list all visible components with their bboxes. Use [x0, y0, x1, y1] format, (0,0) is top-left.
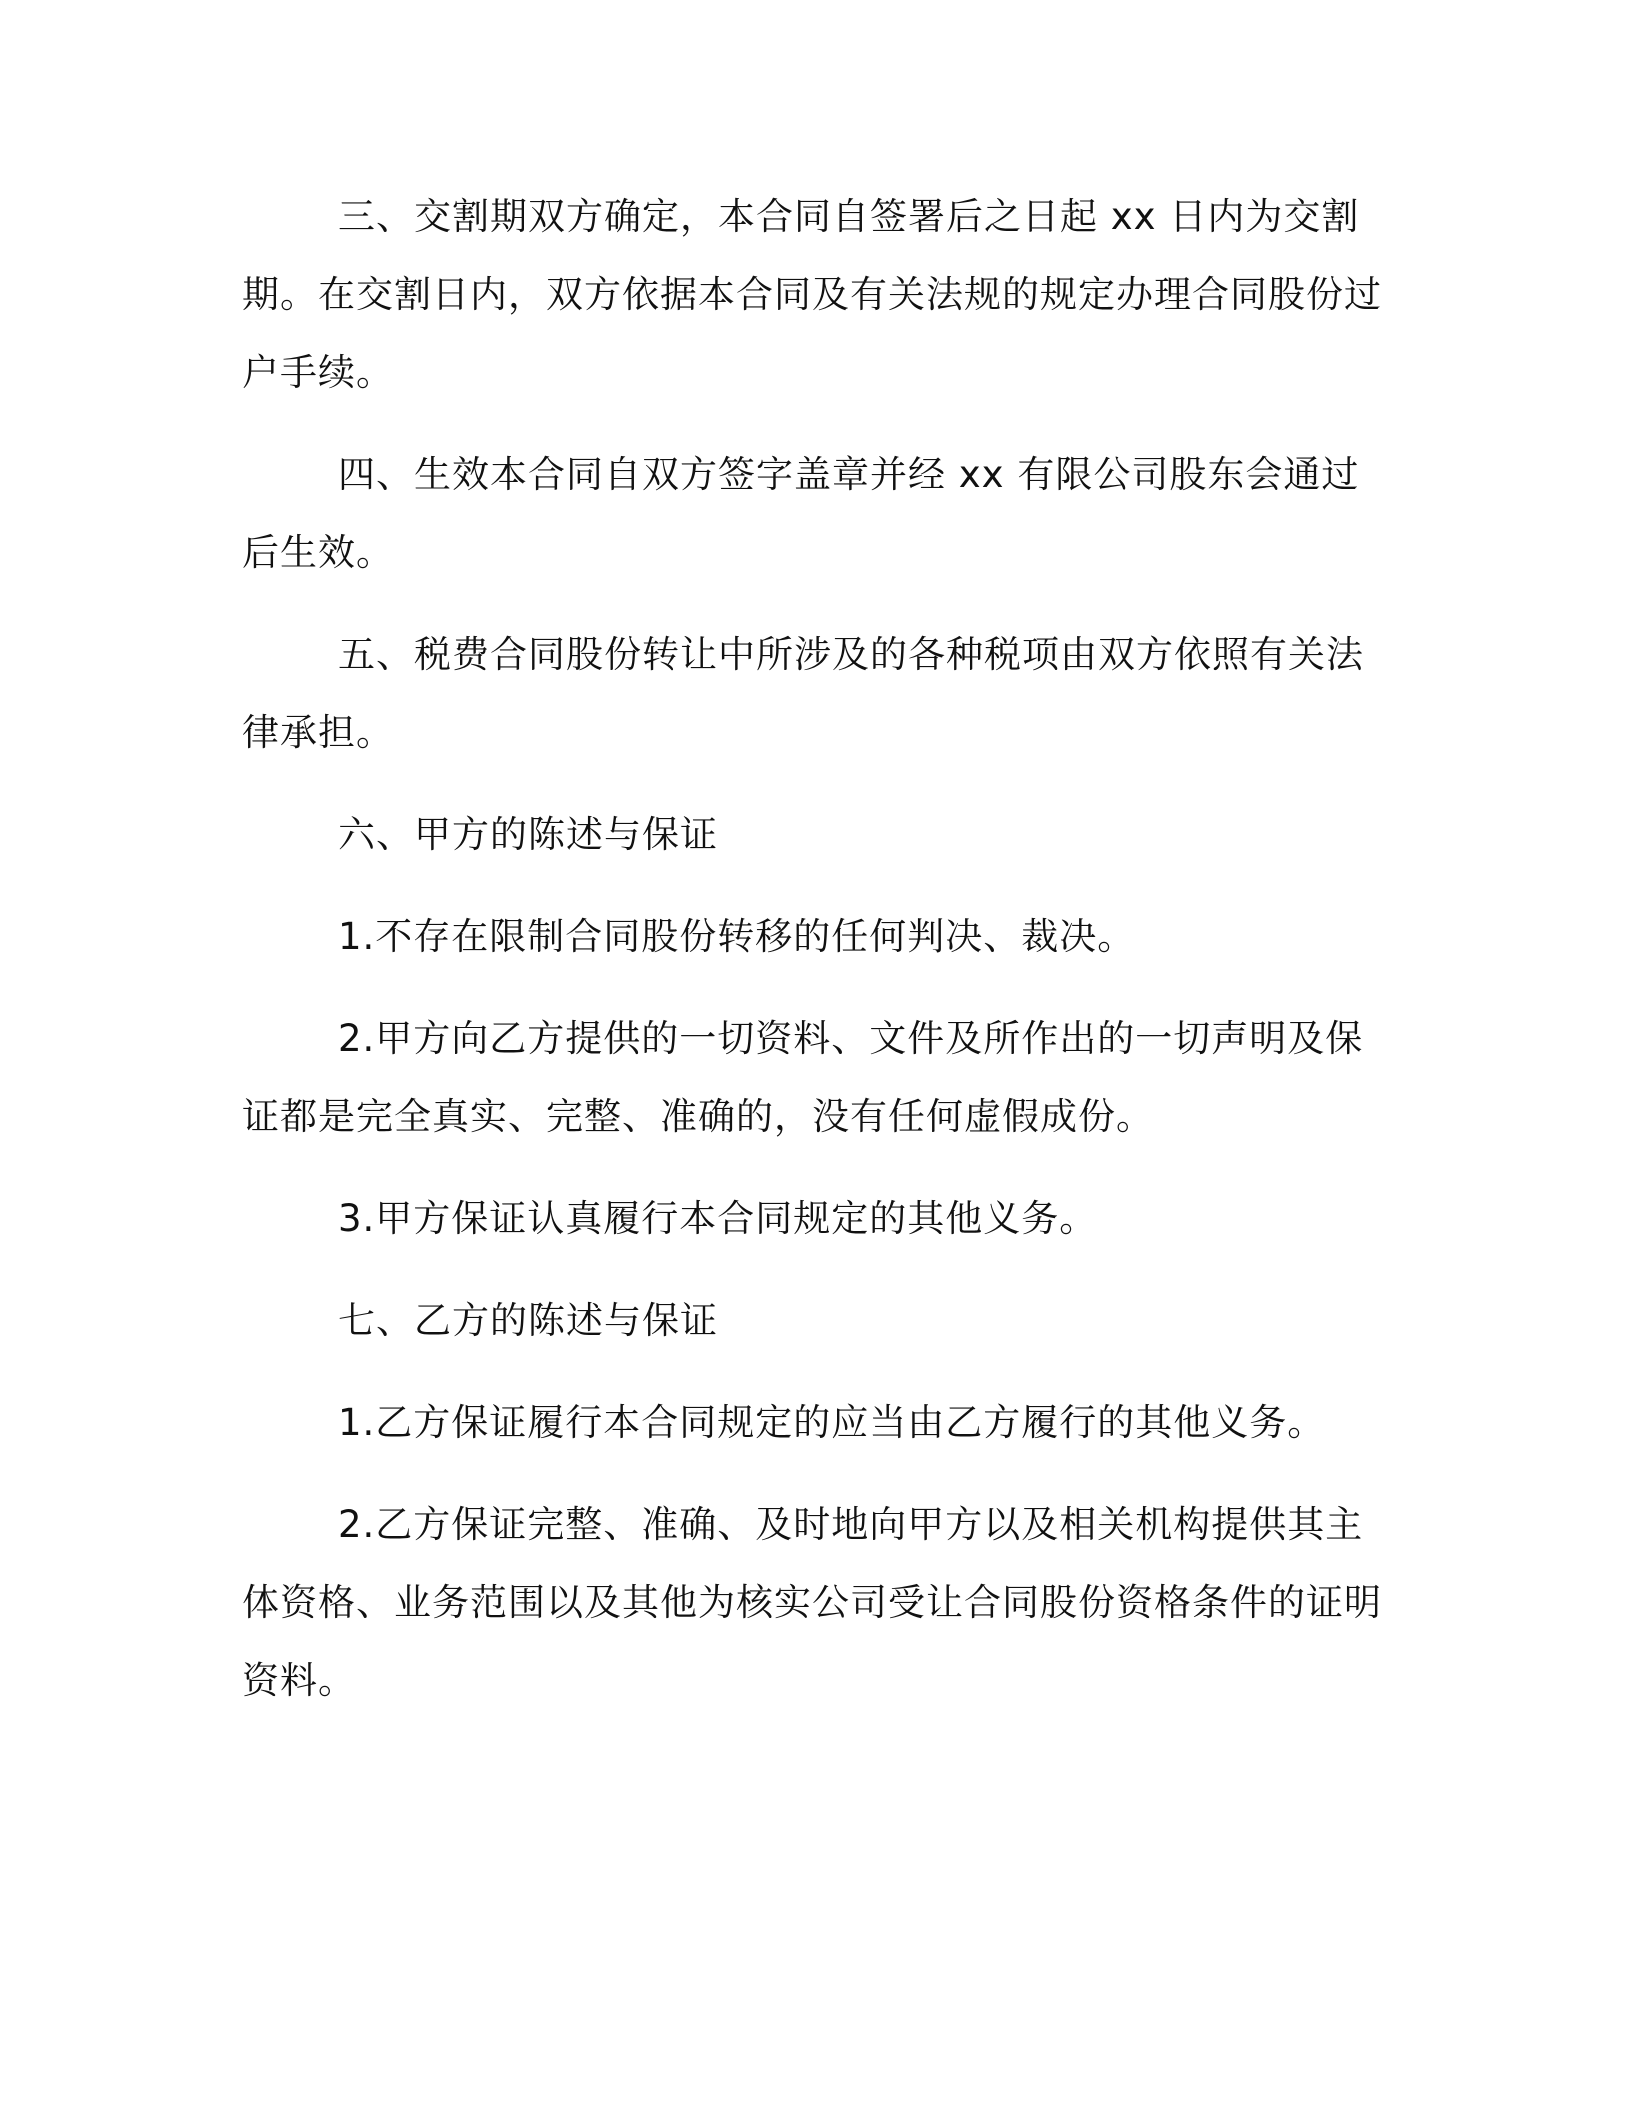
party-b-item-2: 2.乙方保证完整、准确、及时地向甲方以及相关机构提供其主体资格、业务范围以及其他为核实公司受让合同股份资格条件的证明资料。 [242, 1503, 1382, 1702]
paragraph-delivery-period: 三、交割期双方确定，本合同自签署后之日起 xx 日内为交割期。在交割日内，双方依据本合同及有关法规的规定办理合同股份过户手续。 [242, 195, 1382, 394]
party-a-item-1: 1.不存在限制合同股份转移的任何判决、裁决。 [338, 915, 1136, 958]
document-body [242, 178, 1392, 1720]
party-a-item-3: 3.甲方保证认真履行本合同规定的其他义务。 [338, 1197, 1098, 1240]
heading-party-a-representations: 六、甲方的陈述与保证 [338, 813, 718, 856]
paragraph-effectiveness: 四、生效本合同自双方签字盖章并经 xx 有限公司股东会通过后生效。 [242, 453, 1360, 574]
paragraph-taxes: 五、税费合同股份转让中所涉及的各种税项由双方依照有关法律承担。 [242, 633, 1364, 754]
party-b-item-1: 1.乙方保证履行本合同规定的应当由乙方履行的其他义务。 [338, 1401, 1326, 1444]
heading-party-b-representations: 七、乙方的陈述与保证 [338, 1299, 718, 1342]
party-a-item-2: 2.甲方向乙方提供的一切资料、文件及所作出的一切声明及保证都是完全真实、完整、准确的，没有任何虚假成份。 [242, 1017, 1364, 1138]
